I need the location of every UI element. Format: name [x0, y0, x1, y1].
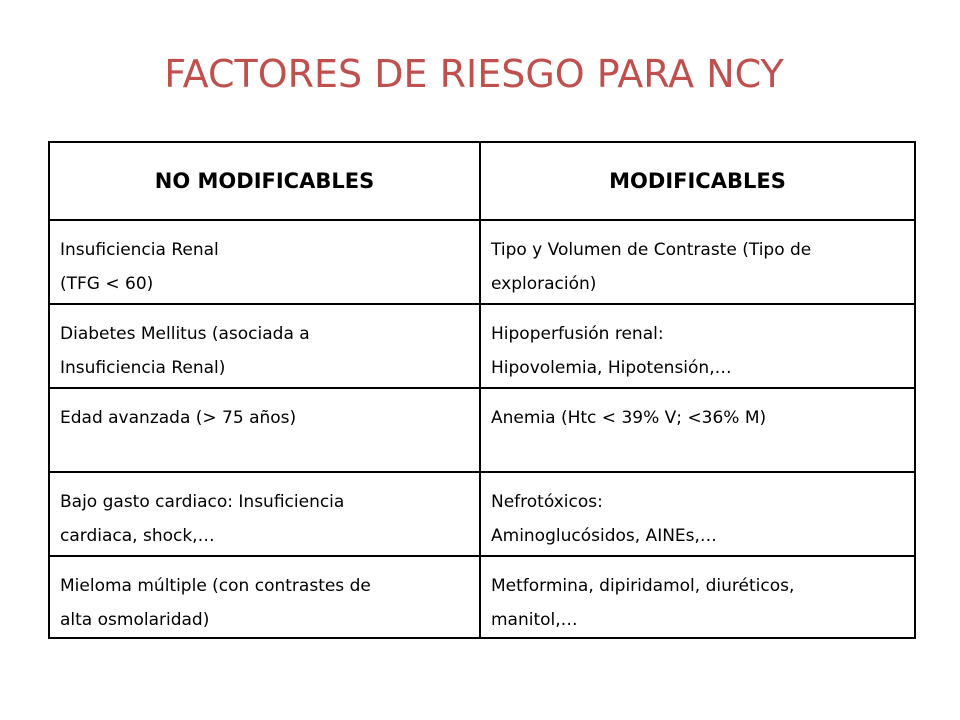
cell-line: Hipoperfusión renal:	[491, 324, 664, 344]
cell-modificables	[480, 556, 915, 638]
cell-no-modificables	[49, 388, 480, 472]
table-row	[49, 304, 915, 388]
cell-line: Mieloma múltiple (con contrastes de	[60, 576, 371, 596]
cell-line: Hipovolemia, Hipotensión,…	[491, 358, 732, 378]
cell-no-modificables	[49, 304, 480, 388]
table-row	[49, 472, 915, 556]
slide-title: FACTORES DE RIESGO PARA NCY	[164, 52, 784, 96]
cell-modificables	[480, 388, 915, 472]
cell-line: Diabetes Mellitus (asociada a	[60, 324, 310, 344]
cell-no-modificables	[49, 556, 480, 638]
cell-line: Anemia (Htc < 39% V; <36% M)	[491, 408, 767, 428]
cell-line: Tipo y Volumen de Contraste (Tipo de	[491, 240, 812, 260]
cell-line: Aminoglucósidos, AINEs,…	[491, 526, 717, 546]
cell-line: Nefrotóxicos:	[491, 492, 603, 512]
cell-modificables	[480, 304, 915, 388]
header-no-modificables: NO MODIFICABLES	[49, 142, 480, 220]
table-row	[49, 220, 915, 304]
cell-modificables	[480, 220, 915, 304]
cell-no-modificables	[49, 220, 480, 304]
table-header-row	[49, 142, 915, 220]
cell-line: Metformina, dipiridamol, diuréticos,	[491, 576, 795, 596]
table-row	[49, 388, 915, 472]
cell-modificables	[480, 472, 915, 556]
table-row	[49, 556, 915, 638]
header-modificables: MODIFICABLES	[480, 142, 915, 220]
cell-line: Edad avanzada (> 75 años)	[60, 408, 297, 428]
cell-line: cardiaca, shock,…	[60, 526, 215, 546]
risk-factors-table	[48, 141, 916, 639]
cell-line: manitol,…	[491, 610, 578, 630]
cell-no-modificables	[49, 472, 480, 556]
cell-line: Insuficiencia Renal	[60, 240, 219, 260]
cell-line: alta osmolaridad)	[60, 610, 210, 630]
cell-line: exploración)	[491, 274, 597, 294]
cell-line: (TFG < 60)	[60, 274, 154, 294]
cell-line: Bajo gasto cardiaco: Insuficiencia	[60, 492, 345, 512]
cell-line: Insuficiencia Renal)	[60, 358, 226, 378]
